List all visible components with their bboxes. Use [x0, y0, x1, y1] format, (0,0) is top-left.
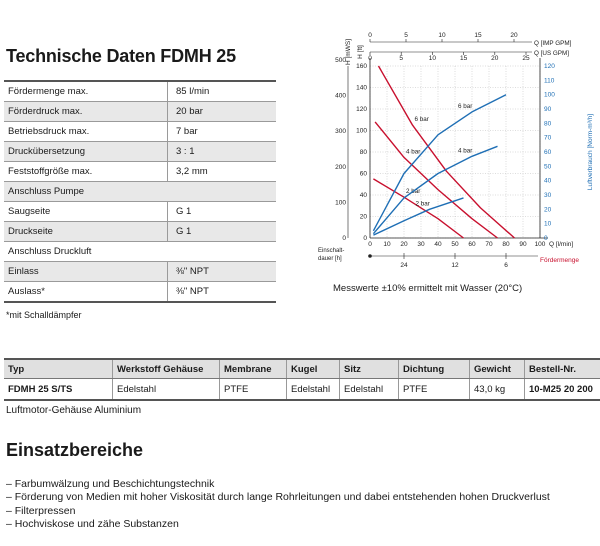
x2-tick-label: 5: [399, 55, 404, 62]
spec-row: Auslass* ⅜" NPT: [4, 282, 276, 303]
x-tick-label: 70: [485, 241, 493, 248]
spec-footnote: *mit Schalldämpfer: [6, 310, 82, 320]
y-tick-label-mws: 300: [335, 128, 346, 136]
y-tick-label-ft: 140: [356, 84, 367, 92]
x3-tick-label: 5: [404, 32, 408, 39]
cycle-start-dot: [368, 254, 372, 258]
cycle-tick-label: 6: [504, 262, 508, 269]
x2-tick-label: 0: [368, 55, 372, 62]
y-tick-label-ft: 120: [356, 106, 367, 113]
spec-row: Betriebsdruck max. 7 bar: [4, 122, 276, 142]
x-label: Q [l/min]: [549, 241, 574, 248]
flow-label: Fördermenge: [540, 257, 580, 264]
cycle-label-line1: Einschalt-: [318, 248, 345, 254]
x-tick-label: 30: [417, 241, 425, 248]
y-tick-label-mws: 500: [335, 57, 346, 64]
y-tick-label-right: 50: [544, 163, 552, 171]
spec-row: Fördermenge max. 85 l/min: [4, 81, 276, 102]
y-tick-label-mws: 0: [342, 235, 346, 242]
list-item: – Hochviskose und zähe Substanzen: [6, 518, 550, 531]
x2-tick-label: 10: [428, 55, 437, 62]
y-tick-label-right: 120: [544, 63, 555, 70]
x-tick-label: 100: [534, 241, 546, 248]
y-tick-label-right: 10: [544, 220, 552, 228]
x-tick-label: 90: [519, 241, 527, 248]
y-tick-label-right: 110: [544, 77, 555, 85]
spec-row: Förderdruck max. 20 bar: [4, 102, 276, 122]
uses-list: [6, 478, 550, 531]
y-tick-label-ft: 20: [359, 213, 367, 221]
cycle-tick-label: 24: [400, 262, 408, 269]
x2-tick-label: 20: [491, 55, 499, 62]
spec-row: Druckseite G 1: [4, 222, 276, 242]
y-tick-label-right: 0: [544, 235, 548, 242]
curve-pressure-4-bar: [375, 122, 497, 238]
spec-row: Anschluss Pumpe: [4, 182, 276, 202]
x-tick-label: 0: [368, 241, 372, 248]
list-item: – Förderung von Medien mit hoher Viskosität durch lange Rohrleitungen und dabei entstehenden hohen Druckverlust: [6, 491, 550, 504]
list-item: – Farbumwälzung und Beschichtungstechnik: [6, 478, 550, 491]
y-tick-label-ft: 0: [363, 235, 367, 242]
y-tick-label-right: 90: [544, 106, 552, 113]
x-tick-label: 50: [451, 241, 459, 248]
performance-chart: [318, 30, 600, 278]
spec-row: Saugseite G 1: [4, 202, 276, 222]
spec-heading: Technische Daten FDMH 25: [6, 46, 236, 66]
curve-label: 2 bar: [415, 200, 430, 208]
x3-tick-label: 20: [510, 32, 518, 39]
y-tick-label-mws: 200: [335, 163, 346, 171]
order-row: FDMH 25 S/TS Edelstahl PTFE Edelstahl Edelstahl PTFE 43,0 kg 10-M25 20 200: [4, 379, 600, 401]
curve-label: 6 bar: [458, 102, 473, 110]
order-header-row: Typ Werkstoff Gehäuse Membrane Kugel Sitz Dichtung Gewicht Bestell-Nr.: [4, 359, 600, 379]
spec-row: Anschluss Druckluft: [4, 242, 276, 262]
x2-tick-label: 15: [459, 55, 468, 62]
x3-tick-label: 0: [368, 32, 372, 39]
curve-label: 2 bar: [406, 188, 421, 196]
chart-note: Messwerte ±10% ermittelt mit Wasser (20°C): [333, 283, 523, 294]
order-table: [4, 358, 600, 401]
y-tick-label-right: 80: [544, 120, 552, 128]
curve-label: 6 bar: [414, 116, 429, 124]
y-tick-label-ft: 40: [359, 192, 367, 199]
y-tick-label-ft: 100: [356, 127, 367, 135]
housing-note: Luftmotor-Gehäuse Aluminium: [6, 405, 142, 416]
cycle-tick-label: 12: [451, 262, 459, 269]
x-tick-label: 10: [383, 241, 391, 248]
y-tick-label-right: 40: [544, 177, 552, 185]
x-tick-label: 40: [434, 241, 442, 248]
x3-tick-label: 15: [474, 32, 482, 39]
section-title: Einsatzbereiche: [6, 440, 144, 460]
spec-row: Einlass ⅜" NPT: [4, 262, 276, 282]
list-item: – Filterpressen: [6, 505, 550, 518]
y-tick-label-right: 60: [544, 149, 552, 156]
curve-label: 4 bar: [406, 148, 421, 156]
x-tick-label: 80: [502, 241, 510, 248]
y-tick-label-mws: 400: [335, 92, 346, 100]
y-tick-label-ft: 60: [359, 170, 367, 178]
spec-table: [4, 80, 276, 303]
x3-tick-label: 10: [438, 32, 446, 39]
x-tick-label: 20: [400, 241, 408, 248]
y-label-right: Luftverbrauch [Norm-m³/h]: [587, 113, 594, 191]
x-tick-label: 60: [468, 241, 476, 248]
y-tick-label-right: 100: [544, 91, 555, 99]
y-label-mws: H [mWS]: [345, 39, 352, 65]
spec-row: Feststoffgröße max. 3,2 mm: [4, 162, 276, 182]
y-tick-label-mws: 100: [335, 199, 346, 207]
y-tick-label-right: 20: [544, 206, 552, 214]
x3-label: Q [IMP GPM]: [534, 40, 572, 47]
curve-label: 4 bar: [458, 147, 473, 155]
x2-tick-label: 25: [522, 55, 530, 62]
y-tick-label-right: 30: [544, 192, 552, 199]
x2-label: Q [US GPM]: [534, 50, 569, 57]
y-label-ft: H [ft]: [357, 45, 364, 59]
y-tick-label-ft: 160: [356, 63, 367, 70]
y-tick-label-right: 70: [544, 134, 552, 142]
cycle-label-line2: dauer [h]: [318, 256, 342, 262]
spec-row: Druckübersetzung 3 : 1: [4, 142, 276, 162]
y-tick-label-ft: 80: [359, 149, 367, 156]
